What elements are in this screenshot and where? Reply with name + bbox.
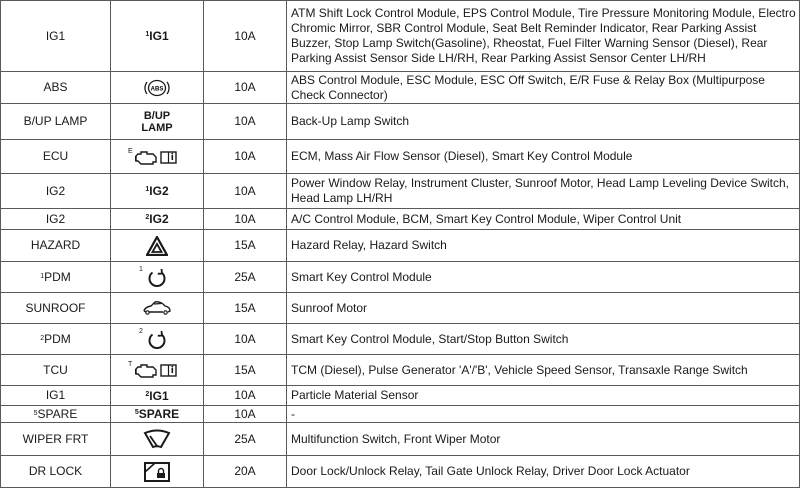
power-icon: 1 [146, 266, 168, 288]
fuse-row [1, 230, 800, 262]
fuse-protected-component: Multifunction Switch, Front Wiper Motor [287, 423, 800, 456]
fuse-row [1, 406, 800, 423]
fuse-rating: 10A [204, 1, 287, 72]
power-icon: 2 [146, 328, 168, 350]
fuse-symbol [111, 72, 204, 104]
fuse-row [1, 72, 800, 104]
fuse-symbol-label: $^5$SPARE [134, 407, 180, 421]
fuse-symbol [111, 230, 204, 262]
fuse-rating: 25A [204, 262, 287, 293]
fuse-protected-component: Particle Material Sensor [287, 386, 800, 406]
fuse-row [1, 104, 800, 140]
fuse-symbol [111, 406, 204, 423]
fuse-protected-component: Power Window Relay, Instrument Cluster, Sunroof Motor, Head Lamp Leveling Device Switch, Head Lamp LH/RH [287, 174, 800, 209]
fuse-symbol [111, 456, 204, 488]
fuse-protected-component: TCM (Diesel), Pulse Generator 'A'/'B', Vehicle Speed Sensor, Transaxle Range Switch [287, 355, 800, 386]
fuse-row [1, 140, 800, 174]
fuse-name: ABS [1, 72, 111, 104]
fuse-rating: 15A [204, 293, 287, 324]
fuse-name: DR LOCK [1, 456, 111, 488]
fuse-name: $^5$SPARE [1, 406, 111, 423]
fuse-row [1, 355, 800, 386]
fuse-protected-component: Door Lock/Unlock Relay, Tail Gate Unlock Relay, Driver Door Lock Actuator [287, 456, 800, 488]
fuse-row [1, 262, 800, 293]
wiper-icon [143, 429, 171, 449]
fuse-protected-component: ABS Control Module, ESC Module, ESC Off Switch, E/R Fuse & Relay Box (Multipurpose Check Connector) [287, 72, 800, 104]
fuse-rating: 10A [204, 406, 287, 423]
fuse-name: $^2$PDM [1, 324, 111, 355]
fuse-rating: 10A [204, 324, 287, 355]
fuse-name: IG2 [1, 209, 111, 230]
fuse-rating: 20A [204, 456, 287, 488]
fuse-rating: 10A [204, 174, 287, 209]
fuse-name: SUNROOF [1, 293, 111, 324]
fuse-protected-component: - [287, 406, 800, 423]
fuse-rating: 15A [204, 230, 287, 262]
fuse-symbol-label: $^1$IG2 [145, 184, 169, 198]
fuse-protected-component: Hazard Relay, Hazard Switch [287, 230, 800, 262]
fuse-name: $^1$PDM [1, 262, 111, 293]
fuse-row [1, 174, 800, 209]
fuse-symbol [111, 140, 204, 174]
fuse-rating: 10A [204, 72, 287, 104]
fuse-table-body [1, 1, 800, 488]
fuse-protected-component: ATM Shift Lock Control Module, EPS Control Module, Tire Pressure Monitoring Module, Electro Chromic Mirror, SBR Control Module, Seat Belt Reminder Indicator, Rear Parking Assist Buzzer, Stop Lamp Switch(Gasoline), Rheostat, Fuel Filter Warning Sensor (Diesel), Rear Parking Assist Sensor Side LH/RH, Rear Parking Assist Sensor Center LH/RH [287, 1, 800, 72]
fuse-symbol [111, 104, 204, 140]
fuse-name: WIPER FRT [1, 423, 111, 456]
svg-text:ABS: ABS [150, 85, 164, 92]
fuse-rating: 10A [204, 140, 287, 174]
fuse-symbol [111, 209, 204, 230]
fuse-name: IG1 [1, 386, 111, 406]
fuse-rating: 10A [204, 386, 287, 406]
fuse-row [1, 456, 800, 488]
fuse-name: IG1 [1, 1, 111, 72]
fuse-symbol [111, 423, 204, 456]
door-lock-icon [143, 461, 171, 483]
engine-book-icon: T [135, 361, 179, 379]
fuse-protected-component: Sunroof Motor [287, 293, 800, 324]
fuse-protected-component: Back-Up Lamp Switch [287, 104, 800, 140]
fuse-row [1, 1, 800, 72]
fuse-symbol-label: B/UP LAMP [141, 109, 173, 134]
fuse-rating: 10A [204, 104, 287, 140]
fuse-protected-component: Smart Key Control Module [287, 262, 800, 293]
fuse-rating: 25A [204, 423, 287, 456]
fuse-rating: 15A [204, 355, 287, 386]
fuse-row [1, 324, 800, 355]
fuse-symbol [111, 386, 204, 406]
fuse-name: ECU [1, 140, 111, 174]
fuse-name: B/UP LAMP [1, 104, 111, 140]
fuse-name: IG2 [1, 174, 111, 209]
fuse-rating: 10A [204, 209, 287, 230]
fuse-symbol [111, 324, 204, 355]
fuse-symbol-label: $^2$IG1 [145, 388, 169, 403]
engine-book-icon: E [135, 148, 179, 166]
fuse-symbol [111, 293, 204, 324]
fuse-symbol [111, 1, 204, 72]
fuse-row [1, 293, 800, 324]
sunroof-icon [142, 300, 172, 316]
fuse-symbol-label: $^2$IG2 [145, 212, 169, 226]
fuse-row [1, 423, 800, 456]
hazard-icon [146, 236, 168, 256]
fuse-symbol [111, 174, 204, 209]
fuse-symbol-label: $^1$IG1 [145, 29, 169, 43]
fuse-name: TCU [1, 355, 111, 386]
abs-icon [144, 78, 170, 98]
fuse-protected-component: Smart Key Control Module, Start/Stop Button Switch [287, 324, 800, 355]
fuse-symbol [111, 355, 204, 386]
fuse-protected-component: A/C Control Module, BCM, Smart Key Control Module, Wiper Control Unit [287, 209, 800, 230]
fuse-protected-component: ECM, Mass Air Flow Sensor (Diesel), Smart Key Control Module [287, 140, 800, 174]
fuse-symbol [111, 262, 204, 293]
fuse-row [1, 386, 800, 406]
fuse-row [1, 209, 800, 230]
fuse-name: HAZARD [1, 230, 111, 262]
